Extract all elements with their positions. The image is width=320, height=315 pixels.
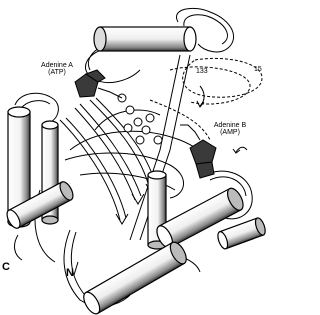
helix-bottom	[81, 240, 190, 315]
n-tail	[74, 262, 78, 275]
phosphate-8	[136, 136, 144, 144]
adenine-b-name: Adenine B	[213, 122, 247, 129]
helix-top	[94, 27, 196, 51]
residue-15-label: 15	[254, 66, 262, 73]
phosphate-5	[142, 126, 150, 134]
strand-1	[60, 120, 120, 220]
adenine-b-ring	[196, 162, 214, 178]
adenine-a-name: Adenine A	[41, 62, 73, 69]
lid-dashed-1	[183, 58, 262, 97]
adenine-b-linker	[180, 125, 200, 140]
phosphate-3	[134, 118, 142, 126]
adenine-a-label	[27, 62, 87, 76]
adenine-b-sub: (AMP)	[220, 129, 240, 136]
phosphate-7	[154, 136, 162, 144]
residue-133-label: 133	[196, 68, 208, 75]
n-terminus-label: N	[66, 267, 74, 279]
c-terminus-label: C	[2, 261, 10, 273]
strand-3	[90, 100, 150, 190]
phosphate-2	[126, 106, 134, 114]
adenine-b-label	[200, 122, 260, 136]
adenine-b-icon	[190, 140, 216, 164]
adenine-a-linker	[98, 88, 122, 98]
phosphate-6	[146, 114, 154, 122]
c-tail	[15, 235, 22, 260]
lid-dashed-2	[170, 67, 250, 104]
phosphate-4	[124, 124, 132, 132]
helix-far-right	[216, 217, 266, 250]
strand-arrow-1	[116, 214, 128, 224]
adenine-a-sub: (ATP)	[48, 69, 66, 76]
